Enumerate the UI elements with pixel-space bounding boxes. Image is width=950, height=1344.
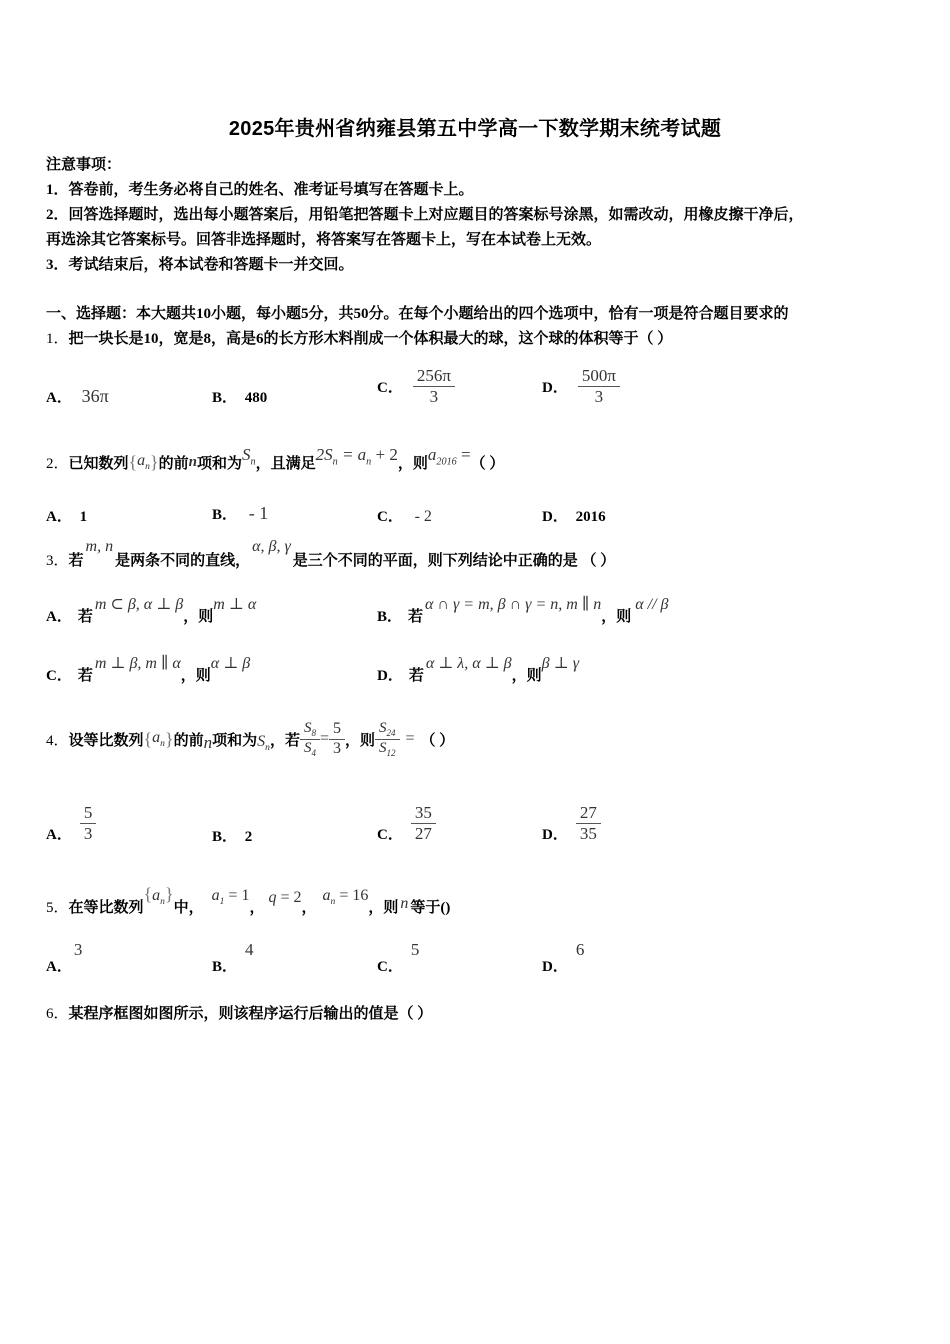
equals-sign: = xyxy=(405,730,415,747)
notice-item-3: 3．考试结束后，将本试卷和答题卡一并交回。 xyxy=(46,257,354,273)
notice-item-2: 2．回答选择题时，选出每小题答案后，用铅笔把答题卡上对应题目的答案标号涂黑，如需改动，用橡皮擦干净后， xyxy=(46,207,804,223)
fraction: $\frac{5}{3}$ xyxy=(80,803,97,843)
option-text: 若 xyxy=(77,609,93,625)
q4-option-c xyxy=(377,798,436,848)
option-label: D． xyxy=(377,668,403,684)
sequence-brace-close: } xyxy=(164,728,174,749)
question-text: 若 xyxy=(68,553,84,569)
option-value: 6 xyxy=(575,940,585,959)
q2-option-d xyxy=(542,505,606,526)
question-text: ，若 xyxy=(269,732,300,749)
math-condition: $2S_n = a_n + 2$ xyxy=(315,444,398,468)
page-title: 2025年贵州省纳雍县第五中学高一下数学期末统考试题 xyxy=(228,118,722,140)
option-label: B． xyxy=(212,390,238,406)
question-text: 项和为 xyxy=(196,455,242,472)
option-label: B． xyxy=(377,609,403,625)
math-var: n xyxy=(400,895,409,912)
math-term: $a_n$ xyxy=(152,886,165,907)
question-4 xyxy=(46,712,454,766)
fraction: $\frac{35}{27}$ xyxy=(411,803,436,843)
question-text: ，则 xyxy=(344,732,375,749)
question-2 xyxy=(46,444,505,477)
option-text: ，则 xyxy=(180,668,211,684)
option-label: C． xyxy=(377,509,403,525)
option-label: C． xyxy=(377,959,403,975)
question-text: 项和为 xyxy=(212,732,258,749)
option-label: A． xyxy=(46,826,72,843)
question-text: 的前 xyxy=(173,732,204,749)
option-label: D． xyxy=(542,826,568,843)
fraction xyxy=(413,366,455,406)
question-number: 3． xyxy=(46,553,69,569)
q1-option-a xyxy=(46,386,109,407)
question-number: 4． xyxy=(46,732,69,749)
option-value: - 2 xyxy=(414,508,432,525)
option-value: 2 xyxy=(244,829,253,845)
notice-item-1: 1．答卷前，考生务必将自己的姓名、准考证号填写在答题卡上。 xyxy=(46,182,474,198)
q5-option-b xyxy=(212,940,254,976)
question-text: ，且满足 xyxy=(255,455,316,472)
q3-option-b xyxy=(377,594,669,626)
option-text: 若 xyxy=(77,668,93,684)
math-var: n xyxy=(188,453,197,470)
option-text: ，则 xyxy=(511,668,542,684)
option-value: 5 xyxy=(410,940,420,959)
q2-option-a xyxy=(46,505,87,526)
sequence-brace-open: { xyxy=(143,728,153,749)
question-text: ，则 xyxy=(368,900,399,916)
denominator: 3 xyxy=(594,386,604,406)
sequence-brace-close: } xyxy=(149,451,159,472)
option-label: B． xyxy=(212,959,238,975)
math-result: α ⊥ β xyxy=(210,655,251,672)
question-text: 是两条不同的直线， xyxy=(115,553,251,569)
math-term: α, β, γ xyxy=(252,538,291,555)
question-number: 6． xyxy=(46,1006,69,1022)
option-value: 3 xyxy=(73,940,83,959)
option-value: 36π xyxy=(81,386,109,406)
option-label: A． xyxy=(46,390,72,406)
sequence-brace-open: { xyxy=(143,883,153,904)
math-term: $a_n$ xyxy=(137,451,150,473)
denominator: 3 xyxy=(429,386,439,406)
question-1 xyxy=(46,327,672,348)
numerator: 256π xyxy=(413,366,455,387)
option-label: A． xyxy=(46,959,72,975)
math-term: $a_n = 16$ xyxy=(322,886,369,907)
option-label: D． xyxy=(542,379,568,396)
math-term: $S_n$ xyxy=(257,732,270,754)
fraction xyxy=(578,366,620,406)
question-6 xyxy=(46,1002,432,1023)
q1-option-d xyxy=(542,358,620,414)
option-value: - 1 xyxy=(248,503,269,523)
option-value: 4 xyxy=(245,940,254,959)
sequence-brace-close: } xyxy=(164,883,174,904)
math-condition: α ∩ γ = m, β ∩ γ = n, m ∥ n xyxy=(425,596,602,613)
math-var: n xyxy=(203,733,213,752)
equals-sign: = xyxy=(319,730,329,747)
question-text: ，则 xyxy=(397,455,428,472)
option-label: B． xyxy=(212,507,238,523)
q2-option-b xyxy=(212,503,268,524)
math-term: $a_n$ xyxy=(152,728,165,750)
option-label: C． xyxy=(46,668,72,684)
option-label: A． xyxy=(46,609,72,625)
q3-option-d xyxy=(377,653,579,685)
math-result: α // β xyxy=(635,596,669,613)
option-text: 若 xyxy=(408,609,424,625)
q5-option-a xyxy=(46,940,82,976)
q5-option-d xyxy=(542,940,584,976)
question-text: 在等比数列 xyxy=(68,900,144,916)
math-term: q = 2 xyxy=(268,889,302,906)
option-label: A． xyxy=(46,509,72,525)
q1-option-b xyxy=(212,386,267,407)
option-label: D． xyxy=(542,509,568,525)
option-text: ，则 xyxy=(183,609,214,625)
fraction-s24-s12: $\frac{S_{24}}{S_{12}}$ xyxy=(375,720,400,758)
sequence-brace-open: { xyxy=(128,451,138,472)
option-value: 1 xyxy=(79,509,88,525)
question-3 xyxy=(46,540,615,570)
option-label: B． xyxy=(212,829,238,845)
option-text: ，则 xyxy=(601,609,632,625)
math-term: $S_n$ xyxy=(241,444,256,468)
q4-option-b xyxy=(212,825,252,846)
option-value: 2016 xyxy=(575,509,606,525)
q5-option-c xyxy=(377,940,419,976)
question-text: ， xyxy=(301,900,317,916)
question-text: 等于() xyxy=(410,900,451,916)
option-label: C． xyxy=(377,826,403,843)
notice-item-2-cont: 再选涂其它答案标号。回答非选择题时，将答案写在答题卡上，写在本试卷上无效。 xyxy=(46,232,602,248)
question-text: （ ） xyxy=(470,455,505,472)
fraction: $\frac{27}{35}$ xyxy=(576,803,601,843)
math-term: $a_1 = 1$ xyxy=(211,886,250,907)
option-text: 若 xyxy=(408,668,424,684)
question-text: 设等比数列 xyxy=(68,732,144,749)
q2-option-c xyxy=(377,505,432,526)
question-text: （ ） xyxy=(420,732,455,749)
question-number: 1． xyxy=(46,331,69,347)
option-label: D． xyxy=(542,959,568,975)
section-heading: 一、选择题：本大题共10小题，每小题5分，共50分。在每个小题给出的四个选项中，恰有一项是符合题目要求的 xyxy=(46,306,789,322)
question-text: 已知数列 xyxy=(68,455,129,472)
question-number: 5． xyxy=(46,900,69,916)
option-label: C． xyxy=(377,379,403,396)
fraction-5-3: $\frac{5}{3}$ xyxy=(329,720,345,758)
question-text: 某程序框图如图所示，则该程序运行后输出的值是（ ） xyxy=(68,1006,433,1022)
q4-option-a xyxy=(46,798,96,848)
q3-option-a xyxy=(46,594,256,626)
question-text: 的前 xyxy=(158,455,189,472)
question-text: 是三个不同的平面，则下列结论中正确的是 （ ） xyxy=(292,553,616,569)
math-condition: m ⊥ β, m ∥ α xyxy=(94,655,181,672)
sequence-notation xyxy=(144,884,174,907)
math-condition: m ⊂ β, α ⊥ β xyxy=(94,596,184,613)
notice-heading: 注意事项： xyxy=(46,157,122,173)
question-text: 把一块长是10，宽是8，高是6的长方形木料削成一个体积最大的球，这个球的体积等于（ ） xyxy=(68,331,673,347)
question-text: 中， xyxy=(173,900,204,916)
question-number: 2． xyxy=(46,455,69,472)
q1-option-c xyxy=(377,358,455,414)
math-result: m ⊥ α xyxy=(213,596,257,613)
question-5 xyxy=(46,881,450,917)
math-term: m, n xyxy=(85,538,114,555)
q4-option-d xyxy=(542,798,601,848)
math-result: β ⊥ γ xyxy=(541,655,579,672)
question-text: ， xyxy=(249,900,265,916)
math-condition: α ⊥ λ, α ⊥ β xyxy=(425,655,512,672)
numerator: 500π xyxy=(578,366,620,387)
q3-option-c xyxy=(46,653,250,685)
fraction-s8-s4: $\frac{S_8}{S_4}$ xyxy=(300,720,320,758)
option-value: 480 xyxy=(244,390,268,406)
math-term: $a_{2016}$ = xyxy=(427,444,471,468)
